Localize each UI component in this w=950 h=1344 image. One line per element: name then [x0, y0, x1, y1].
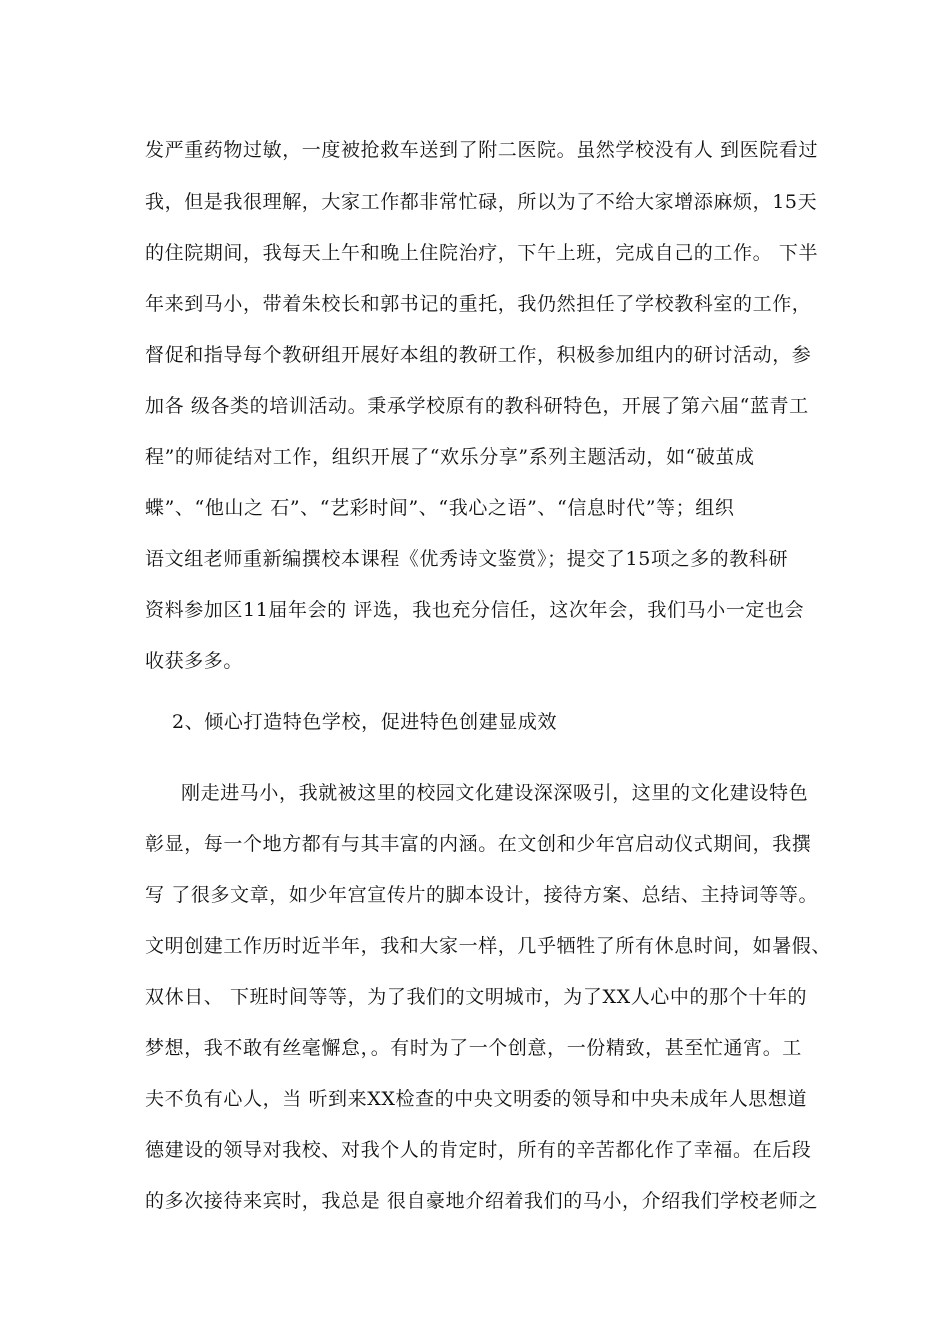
paragraph-2-line: 德建设的领导对我校、对我个人的肯定时，所有的辛苦都化作了幸福。在后段 — [145, 1139, 812, 1161]
paragraph-1-line: 的住院期间，我每天上午和晚上住院治疗，下午上班，完成自己的工作。 下半 — [145, 242, 819, 264]
paragraph-2-line: 的多次接待来宾时，我总是 很自豪地介绍着我们的马小，介绍我们学校老师之 — [145, 1190, 819, 1212]
paragraph-1-line: 加各 级各类的培训活动。秉承学校原有的教科研特色，开展了第六届“蓝青工 — [145, 395, 809, 417]
paragraph-1-line: 蝶”、“他山之 石”、“艺彩时间”、“我心之语”、“信息时代”等；组织 — [145, 497, 735, 519]
paragraph-1-line: 资料参加区11届年会的 评选，我也充分信任，这次年会，我们马小一定也会 — [145, 599, 805, 621]
paragraph-2-line: 彰显，每一个地方都有与其丰富的内涵。在文创和少年宫启动仪式期间，我撰 — [145, 833, 812, 855]
paragraph-1-line: 年来到马小，带着朱校长和郭书记的重托，我仍然担任了学校教科室的工作， — [145, 293, 812, 315]
paragraph-2-line: 双休日、 下班时间等等，为了我们的文明城市，为了XX人心中的那个十年的 — [145, 986, 808, 1008]
paragraph-2-line: 刚走进马小，我就被这里的校园文化建设深深吸引，这里的文化建设特色 — [181, 782, 809, 804]
paragraph-1-line: 语文组老师重新编撰校本课程《优秀诗文鉴赏》；提交了15项之多的教科研 — [145, 548, 789, 570]
paragraph-1-line: 收获多多。 — [145, 650, 244, 672]
paragraph-1-line: 发严重药物过敏，一度被抢救车送到了附二医院。虽然学校没有人 到医院看过 — [145, 139, 819, 161]
paragraph-1-line: 我，但是我很理解，大家工作都非常忙碌，所以为了不给大家增添麻烦，15天 — [145, 191, 818, 213]
paragraph-1-line: 程”的师徒结对工作，组织开展了“欢乐分享”系列主题活动，如“破茧成 — [145, 446, 755, 468]
paragraph-2-line: 梦想，我不敢有丝毫懈怠，。有时为了一个创意，一份精致，甚至忙通宵。工 — [145, 1037, 802, 1059]
paragraph-2-line: 文明创建工作历时近半年，我和大家一样，几乎牺牲了所有休息时间，如暑假、 — [145, 935, 832, 957]
paragraph-2-line: 夫不负有心人，当 听到来XX检查的中央文明委的领导和中央未成年人思想道 — [145, 1088, 808, 1110]
paragraph-2-line: 写 了很多文章，如少年宫宣传片的脚本设计，接待方案、总结、主持词等等。 — [145, 884, 819, 906]
paragraph-1-line: 督促和指导每个教研组开展好本组的教研工作，积极参加组内的研讨活动，参 — [145, 344, 812, 366]
section-heading: 2、倾心打造特色学校，促进特色创建显成效 — [172, 711, 558, 733]
